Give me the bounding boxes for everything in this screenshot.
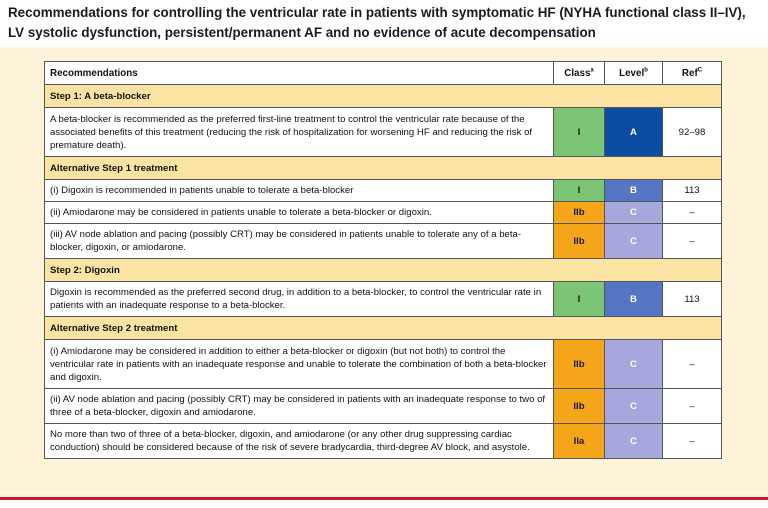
bottom-rule xyxy=(0,497,768,500)
level-badge: C xyxy=(605,224,663,259)
recommendation-text: A beta-blocker is recommended as the preferred first-line treatment to control the ventricular rate because of the associated benefits of this treatment (reducing the risk of hospitalization for worsening HF and reducing the risk of premature death). xyxy=(45,108,554,157)
section-row xyxy=(45,317,722,340)
recommendation-text: (ii) Amiodarone may be considered in patients unable to tolerate a beta-blocker or digoxin. xyxy=(45,202,554,224)
table-row xyxy=(45,424,722,459)
class-badge: IIb xyxy=(554,340,605,389)
table-row xyxy=(45,202,722,224)
recommendation-text: (i) Digoxin is recommended in patients unable to tolerate a beta-blocker xyxy=(45,180,554,202)
level-badge: C xyxy=(605,340,663,389)
reference-cell: – xyxy=(663,202,722,224)
recommendation-text: (ii) AV node ablation and pacing (possibly CRT) may be considered in patients with an inadequate response to two of three of a beta-blocker, digoxin and amiodarone. xyxy=(45,389,554,424)
header-recommendations: Recommendations xyxy=(45,62,554,85)
class-badge: IIa xyxy=(554,424,605,459)
table-row xyxy=(45,108,722,157)
class-badge: IIb xyxy=(554,202,605,224)
table-row xyxy=(45,224,722,259)
reference-cell: 113 xyxy=(663,282,722,317)
table-row xyxy=(45,340,722,389)
level-badge: A xyxy=(605,108,663,157)
header-class-label: Class xyxy=(564,67,591,79)
class-badge: I xyxy=(554,282,605,317)
reference-cell: – xyxy=(663,424,722,459)
header-level-footnote: b xyxy=(644,67,648,74)
recommendation-text: (i) Amiodarone may be considered in addition to either a beta-blocker or digoxin (but not both) to control the ventricular rate in patients with an inadequate response and unable to tolerate the combination of both a beta-blocker and digoxin. xyxy=(45,340,554,389)
level-badge: C xyxy=(605,202,663,224)
recommendations-table xyxy=(44,61,722,459)
level-badge: C xyxy=(605,424,663,459)
recommendation-text: (iii) AV node ablation and pacing (possibly CRT) may be considered in patients unable to tolerate any of a beta-blocker, digoxin, or amiodarone. xyxy=(45,224,554,259)
reference-cell: – xyxy=(663,224,722,259)
reference-cell: – xyxy=(663,340,722,389)
reference-cell: 113 xyxy=(663,180,722,202)
header-level xyxy=(605,62,663,85)
header-ref-footnote: C xyxy=(697,67,703,74)
section-row xyxy=(45,85,722,108)
section-row xyxy=(45,157,722,180)
table-row xyxy=(45,180,722,202)
header-ref-label: Ref xyxy=(681,67,698,79)
table-title: Recommendations for controlling the ventricular rate in patients with symptomatic HF (NYHA functional class II–IV), LV systolic dysfunction, persistent/permanent AF and no evidence of acute decompensation xyxy=(8,5,746,40)
table-row xyxy=(45,282,722,317)
header-ref xyxy=(663,62,722,85)
section-label: Step 2: Digoxin xyxy=(45,259,722,282)
level-badge: C xyxy=(605,389,663,424)
header-level-label: Level xyxy=(619,67,645,79)
table-row xyxy=(45,389,722,424)
class-badge: IIb xyxy=(554,389,605,424)
section-label: Alternative Step 2 treatment xyxy=(45,317,722,340)
section-label: Alternative Step 1 treatment xyxy=(45,157,722,180)
recommendation-text: No more than two of three of a beta-blocker, digoxin, and amiodarone (or any other drug suppressing cardiac conduction) should be considered because of the risk of severe bradycardia, third-degree AV block, and asystole. xyxy=(45,424,554,459)
class-badge: I xyxy=(554,108,605,157)
class-badge: IIb xyxy=(554,224,605,259)
header-row xyxy=(45,62,722,85)
section-row xyxy=(45,259,722,282)
reference-cell: – xyxy=(663,389,722,424)
header-class-footnote: a xyxy=(590,67,594,74)
level-badge: B xyxy=(605,180,663,202)
header-class xyxy=(554,62,605,85)
reference-cell: 92–98 xyxy=(663,108,722,157)
class-badge: I xyxy=(554,180,605,202)
section-label: Step 1: A beta-blocker xyxy=(45,85,722,108)
recommendation-text: Digoxin is recommended as the preferred second drug, in addition to a beta-blocker, to control the ventricular rate in patients with an inadequate response to a beta-blocker. xyxy=(45,282,554,317)
level-badge: B xyxy=(605,282,663,317)
